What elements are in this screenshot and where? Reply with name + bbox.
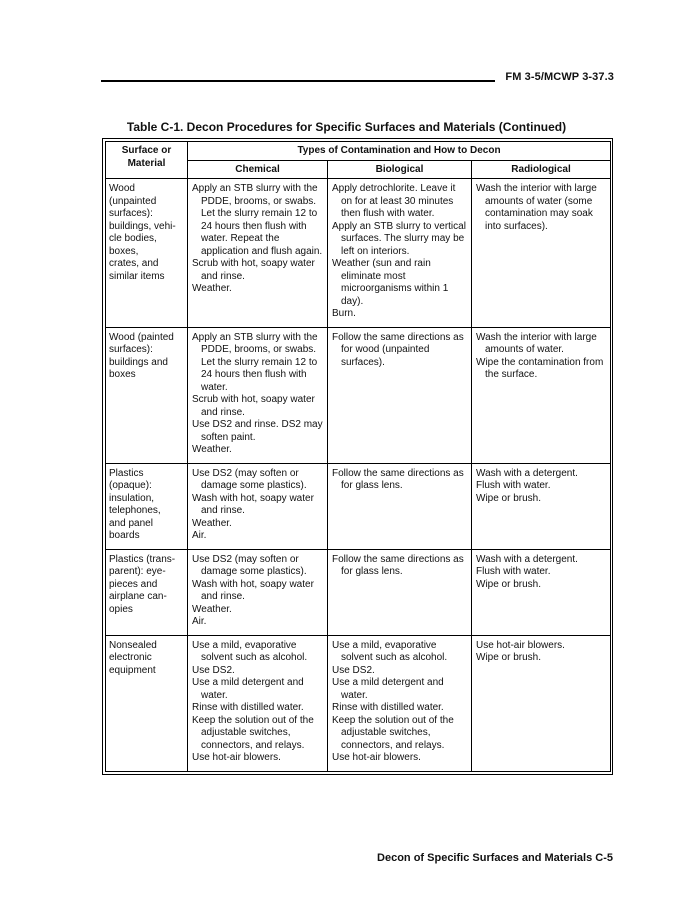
radiological-instruction: Wash with a detergent. [476,553,578,565]
material-line: crates, and [109,258,159,269]
biological-instruction: Use DS2. [332,664,375,676]
material-line: (opaque): [109,480,152,491]
material-cell [106,463,188,549]
material-line: parent): eye- [109,566,166,577]
table-row [106,549,611,635]
chemical-instruction: Air. [192,616,207,627]
radiological-instruction: Use hot-air blowers. [476,639,565,651]
chemical-instruction: Use a mild detergent and water. [192,677,304,701]
biological-instruction: Use a mild detergent and water. [332,677,444,701]
chemical-cell [188,179,328,328]
biological-instruction: Burn. [332,308,356,319]
chemical-instruction: Apply an STB slurry with the PDDE, brooms, or swabs. Let the slurry remain 12 to 24 hours then flush with water. [192,331,318,393]
material-line: and panel [109,517,153,529]
chemical-instruction: Use DS2. [192,664,235,676]
table-row [106,327,611,463]
chemical-cell [188,549,328,635]
biological-instruction: Weather (sun and rain eliminate most microorganisms within 1 day). [332,258,449,307]
table-row [106,179,611,328]
header-contamination-types: Types of Contamination and How to Decon [188,142,611,161]
radiological-instruction: Wipe or brush. [476,652,542,663]
material-line: (unpainted [109,195,157,207]
radiological-cell [472,327,611,463]
material-line: boards [109,530,140,541]
chemical-instruction: Use DS2 (may soften or damage some plastics). [192,467,307,491]
material-line: airplane can- [109,591,167,602]
biological-instruction: Keep the solution out of the adjustable switches, connectors, and relays. [332,714,454,751]
chemical-instruction: Use DS2 and rinse. DS2 may soften paint. [192,419,323,443]
table-row [106,463,611,549]
header-biological: Biological [328,160,472,179]
table-title: Table C-1. Decon Procedures for Specific Surfaces and Materials (Continued) [126,120,567,134]
material-line: pieces and [109,578,158,590]
biological-cell [328,635,472,771]
material-line: electronic [109,652,152,663]
biological-cell [328,179,472,328]
chemical-instruction: Weather. [192,517,232,529]
material-cell [106,327,188,463]
radiological-instruction: Wash the interior with large amounts of water (some contamination may soak into surfaces). [476,183,597,232]
radiological-instruction: Flush with water. [476,480,551,491]
header-chemical: Chemical [188,160,328,179]
biological-cell [328,549,472,635]
chemical-instruction: Weather. [192,444,232,455]
header-surface-material: Surface or Material [106,142,188,179]
document-id: FM 3-5/MCWP 3-37.3 [505,71,614,83]
table-frame [102,138,613,775]
biological-instruction: Apply an STB slurry to vertical surfaces. The slurry may be left on interiors. [332,220,466,257]
material-line: telephones, [109,505,161,516]
biological-instruction: Use hot-air blowers. [332,752,421,763]
chemical-instruction: Use a mild, evaporative solvent such as alcohol. [192,639,308,663]
page-footer: Decon of Specific Surfaces and Materials C-5 [377,852,613,864]
material-line: Plastics [109,467,144,479]
chemical-instruction: Keep the solution out of the adjustable switches, connectors, and relays. [192,714,314,751]
material-line: surfaces): [109,344,153,355]
biological-instruction: Use a mild, evaporative solvent such as alcohol. [332,639,448,663]
material-line: Plastics (trans- [109,553,176,565]
material-line: equipment [109,664,156,676]
chemical-instruction: Wash with hot, soapy water and rinse. [192,492,314,516]
radiological-cell [472,179,611,328]
chemical-cell [188,635,328,771]
chemical-instruction: Apply an STB slurry with the PDDE, brooms, or swabs. Let the slurry remain 12 to 24 hours then flush with water. Repeat the application and flush again. [192,183,323,257]
material-line: buildings and [109,356,168,368]
radiological-cell [472,549,611,635]
biological-cell [328,463,472,549]
radiological-instruction: Wash with a detergent. [476,467,578,479]
chemical-cell [188,463,328,549]
radiological-instruction: Wipe the contamination from the surface. [476,356,604,380]
material-cell [106,635,188,771]
material-line: boxes [109,369,136,380]
material-line: Wood (painted [109,331,174,343]
chemical-instruction: Use DS2 (may soften or damage some plastics). [192,553,307,577]
decon-table [105,141,611,772]
material-line: buildings, vehi- [109,220,176,232]
biological-instruction: Apply detrochlorite. Leave it on for at least 30 minutes then flush with water. [332,183,456,219]
biological-cell [328,327,472,463]
material-line: opies [109,603,133,615]
chemical-instruction: Weather. [192,603,232,615]
material-line: surfaces): [109,208,153,219]
header-rule [101,80,495,82]
material-line: similar items [109,270,165,282]
header-radiological: Radiological [472,160,611,179]
chemical-instruction: Use hot-air blowers. [192,752,281,763]
chemical-instruction: Scrub with hot, soapy water and rinse. [192,394,315,418]
material-cell [106,549,188,635]
biological-instruction: Rinse with distilled water. [332,702,444,713]
biological-instruction: Follow the same directions as for wood (unpainted surfaces). [332,331,464,368]
material-line: insulation, [109,492,155,504]
radiological-instruction: Wash the interior with large amounts of water. [476,331,597,355]
material-line: Wood [109,183,135,194]
radiological-instruction: Flush with water. [476,566,551,577]
material-cell [106,179,188,328]
chemical-cell [188,327,328,463]
material-line: cle bodies, [109,233,157,244]
table-body [106,179,611,772]
chemical-instruction: Air. [192,530,207,541]
biological-instruction: Follow the same directions as for glass lens. [332,467,464,491]
chemical-instruction: Weather. [192,283,232,294]
radiological-instruction: Wipe or brush. [476,492,542,504]
chemical-instruction: Wash with hot, soapy water and rinse. [192,578,314,602]
table-row [106,635,611,771]
radiological-cell [472,463,611,549]
biological-instruction: Follow the same directions as for glass lens. [332,553,464,577]
chemical-instruction: Scrub with hot, soapy water and rinse. [192,258,315,282]
material-line: Nonsealed [109,639,157,651]
chemical-instruction: Rinse with distilled water. [192,702,304,713]
material-line: boxes, [109,245,139,257]
radiological-cell [472,635,611,771]
radiological-instruction: Wipe or brush. [476,578,542,590]
